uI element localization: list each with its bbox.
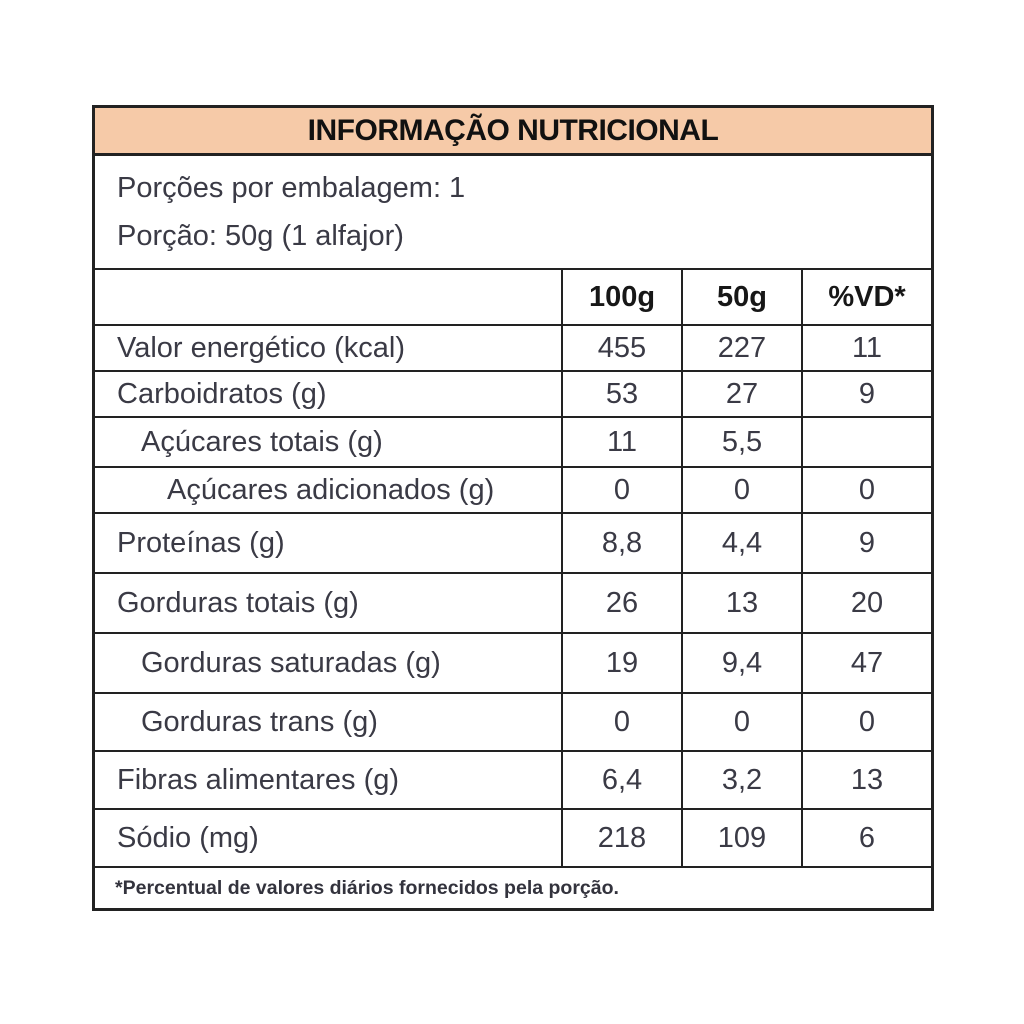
value-100g: 26 [563, 574, 683, 632]
row-label: Fibras alimentares (g) [95, 752, 563, 808]
value-50g: 4,4 [683, 514, 803, 572]
serving-info-block [95, 156, 931, 270]
column-header-100g: 100g [563, 270, 683, 324]
table-row [95, 468, 931, 514]
row-label: Valor energético (kcal) [95, 326, 563, 370]
table-row [95, 372, 931, 418]
value-50g: 5,5 [683, 418, 803, 466]
table-row [95, 418, 931, 468]
value-100g: 8,8 [563, 514, 683, 572]
column-header-row [95, 270, 931, 326]
value-100g: 11 [563, 418, 683, 466]
value-100g: 6,4 [563, 752, 683, 808]
value-50g: 3,2 [683, 752, 803, 808]
table-row [95, 810, 931, 868]
row-label: Carboidratos (g) [95, 372, 563, 416]
column-header-50g: 50g [683, 270, 803, 324]
value-vd: 11 [851, 331, 883, 364]
value-vd: 0 [858, 705, 876, 738]
value-50g: 0 [683, 468, 803, 512]
value-100g: 19 [563, 634, 683, 692]
value-vd: 9 [858, 526, 876, 559]
value-50g: 9,4 [683, 634, 803, 692]
value-vd: 47 [850, 646, 884, 679]
table-row [95, 752, 931, 810]
value-100g: 0 [563, 694, 683, 750]
row-label: Gorduras trans (g) [95, 694, 563, 750]
value-50g: 109 [683, 810, 803, 866]
value-100g: 53 [563, 372, 683, 416]
servings-per-package-line: Porções por embalagem: 1 [117, 172, 466, 204]
column-header-vd: %VD* [828, 280, 906, 313]
row-label: Açúcares adicionados (g) [95, 468, 563, 512]
table-row [95, 326, 931, 372]
serving-size-line: Porção: 50g (1 alfajor) [117, 220, 404, 252]
value-50g: 227 [683, 326, 803, 370]
table-row [95, 574, 931, 634]
column-header-empty [95, 270, 563, 324]
value-vd: 20 [850, 586, 884, 619]
value-50g: 0 [683, 694, 803, 750]
value-vd: 6 [858, 821, 876, 854]
label-title: INFORMAÇÃO NUTRICIONAL [95, 108, 931, 156]
table-row [95, 634, 931, 694]
value-vd: 0 [858, 473, 876, 506]
table-row [95, 694, 931, 752]
value-100g: 0 [563, 468, 683, 512]
nutrition-facts-label [92, 105, 934, 911]
value-vd: 9 [858, 377, 876, 410]
value-100g: 218 [563, 810, 683, 866]
row-label: Açúcares totais (g) [95, 418, 563, 466]
row-label: Sódio (mg) [95, 810, 563, 866]
row-label: Gorduras totais (g) [95, 574, 563, 632]
value-vd: 13 [850, 763, 884, 796]
row-label: Gorduras saturadas (g) [95, 634, 563, 692]
value-50g: 27 [683, 372, 803, 416]
value-vd [803, 418, 931, 466]
value-50g: 13 [683, 574, 803, 632]
footnote: *Percentual de valores diários fornecidos pela porção. [115, 876, 619, 899]
value-100g: 455 [563, 326, 683, 370]
row-label: Proteínas (g) [95, 514, 563, 572]
table-row [95, 514, 931, 574]
